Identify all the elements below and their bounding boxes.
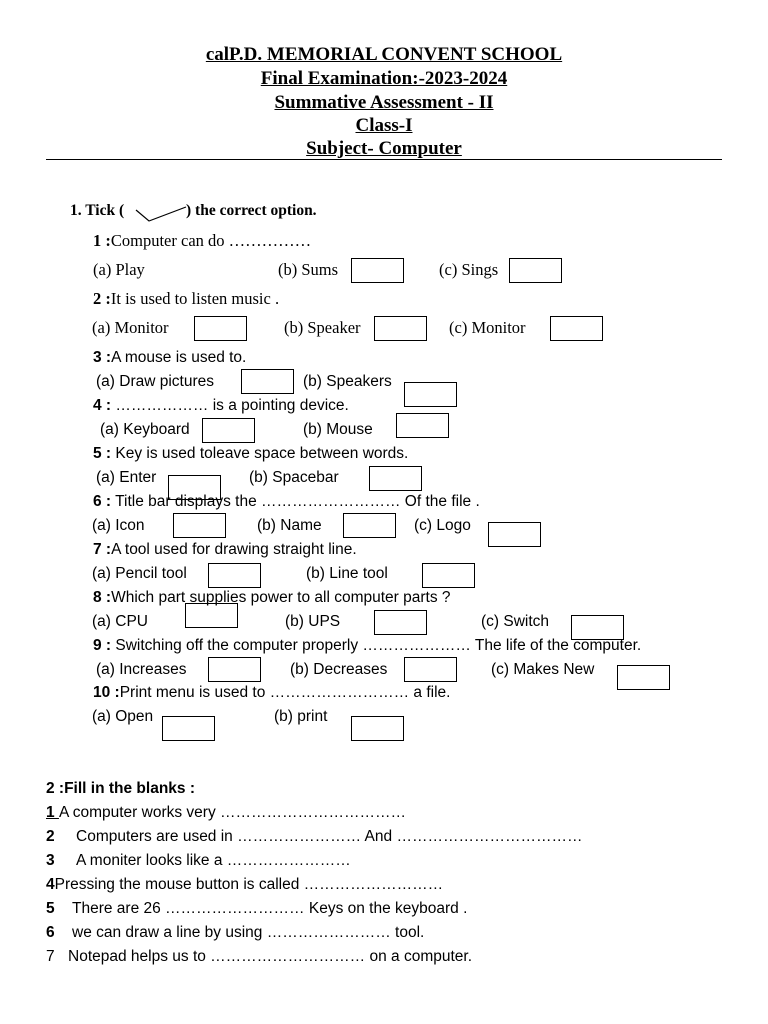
- q2-option-b: (b) Speaker: [284, 318, 361, 337]
- fill-item-7-text: Notepad helps us to ………………………… on a computer.: [68, 948, 473, 965]
- q6-option-c: (c) Logo: [414, 517, 471, 534]
- q2-option-a: (a) Monitor: [92, 318, 169, 337]
- q8-option-b: (b) UPS: [285, 613, 341, 630]
- question-text: It is used to listen music .: [110, 289, 280, 308]
- q8-option-c: (c) Switch: [481, 613, 550, 630]
- question-10: [93, 684, 450, 702]
- question-number: 8 :: [93, 589, 112, 606]
- q5-option-a: (a) Enter: [96, 469, 157, 486]
- fill-item-6-text: we can draw a line by using …………………… tool.: [72, 924, 425, 941]
- question-number: 6 :: [93, 493, 112, 510]
- assessment-title: Summative Assessment - II: [274, 92, 494, 113]
- question-text: Key is used toleave space between words.: [111, 445, 409, 462]
- fill-item-5-text: There are 26 ……………………… Keys on the keyboard .: [72, 900, 468, 917]
- question-4: [93, 397, 349, 415]
- question-number: 5 :: [93, 445, 112, 462]
- fill-item-6-number: 6: [46, 924, 55, 941]
- question-text: Computer can do ……………: [110, 231, 312, 250]
- subject-title: Subject- Computer: [306, 138, 462, 159]
- question-3: [93, 349, 246, 367]
- q10-checkbox-a[interactable]: [162, 716, 215, 741]
- question-text: Which part supplies power to all computer parts ?: [111, 589, 451, 606]
- question-number: 2 :: [93, 289, 111, 308]
- fill-item-number: 4: [46, 876, 55, 893]
- question-7: [93, 541, 357, 559]
- question-9: [93, 637, 641, 655]
- q6-option-a: (a) Icon: [92, 517, 145, 534]
- q8-checkbox-a[interactable]: [185, 603, 238, 628]
- q3-checkbox-a[interactable]: [241, 369, 294, 394]
- q3-option-a: (a) Draw pictures: [96, 373, 214, 390]
- q1-checkbox-b[interactable]: [351, 258, 404, 283]
- question-text: Title bar displays the ……………………… Of the file .: [111, 493, 480, 510]
- q2-checkbox-b[interactable]: [374, 316, 427, 341]
- q6-checkbox-a[interactable]: [173, 513, 226, 538]
- question-number: 3 :: [93, 349, 112, 366]
- q4-checkbox-a[interactable]: [202, 418, 255, 443]
- q9-checkbox-c[interactable]: [617, 665, 670, 690]
- q2-option-c: (c) Monitor: [449, 318, 526, 337]
- q10-option-a: (a) Open: [92, 708, 154, 725]
- q2-checkbox-a[interactable]: [194, 316, 247, 341]
- header-rule: [46, 159, 722, 160]
- q3-checkbox-b[interactable]: [404, 382, 457, 407]
- question-6: [93, 493, 480, 511]
- q2-checkbox-c[interactable]: [550, 316, 603, 341]
- q9-checkbox-b[interactable]: [404, 657, 457, 682]
- question-number: 10 :: [93, 684, 120, 701]
- q3-option-b: (b) Speakers: [303, 373, 392, 390]
- q7-option-a: (a) Pencil tool: [92, 565, 187, 582]
- question-1: [93, 231, 311, 251]
- school-name: calP.D. MEMORIAL CONVENT SCHOOL: [205, 44, 563, 65]
- fill-item-2-number: 2: [46, 828, 55, 845]
- q5-checkbox-b[interactable]: [369, 466, 422, 491]
- fill-item-text: Pressing the mouse button is called ………………………: [54, 876, 444, 893]
- q9-option-a: (a) Increases: [96, 661, 187, 678]
- fill-item-7-number: 7: [46, 948, 55, 965]
- fill-item-text: A computer works very ………………………………: [58, 804, 407, 821]
- fill-item-number: 1: [46, 804, 59, 821]
- class-title: Class-I: [355, 115, 413, 136]
- fill-item-2-text: Computers are used in …………………… And ………………………………: [76, 828, 583, 845]
- q1-checkbox-c[interactable]: [509, 258, 562, 283]
- question-text: A tool used for drawing straight line.: [111, 541, 357, 558]
- section1-heading-prefix: 1. Tick (: [70, 202, 125, 219]
- fill-item-3-text: A moniter looks like a ……………………: [76, 852, 351, 869]
- question-text: A mouse is used to.: [111, 349, 247, 366]
- question-8: [93, 589, 451, 607]
- q4-option-a: (a) Keyboard: [100, 421, 190, 438]
- q4-checkbox-b[interactable]: [396, 413, 449, 438]
- question-2: [93, 289, 279, 309]
- question-number: 4 :: [93, 397, 112, 414]
- q10-checkbox-b[interactable]: [351, 716, 404, 741]
- question-number: 9 :: [93, 637, 112, 654]
- question-5: [93, 445, 408, 463]
- q10-option-b: (b) print: [274, 708, 328, 725]
- tick-mark-icon: [133, 202, 189, 224]
- fill-item-5-number: 5: [46, 900, 55, 917]
- question-text: ……………… is a pointing device.: [111, 397, 349, 414]
- q1-option-c: (c) Sings: [439, 260, 499, 279]
- fill-item-1: [46, 804, 406, 822]
- question-number: 1 :: [93, 231, 111, 250]
- q6-checkbox-b[interactable]: [343, 513, 396, 538]
- fill-item-4: [46, 876, 443, 894]
- q9-option-c: (c) Makes New: [491, 661, 595, 678]
- question-number: 7 :: [93, 541, 112, 558]
- exam-title: Final Examination:-2023-2024: [260, 68, 508, 89]
- q5-option-b: (b) Spacebar: [249, 469, 339, 486]
- q6-checkbox-c[interactable]: [488, 522, 541, 547]
- q1-option-a: (a) Play: [93, 260, 145, 279]
- section1-heading-suffix: ) the correct option.: [186, 202, 317, 219]
- q7-checkbox-a[interactable]: [208, 563, 261, 588]
- q7-checkbox-b[interactable]: [422, 563, 475, 588]
- q8-option-a: (a) CPU: [92, 613, 148, 630]
- q1-option-b: (b) Sums: [278, 260, 339, 279]
- q9-checkbox-a[interactable]: [208, 657, 261, 682]
- question-text: Print menu is used to ……………………… a file.: [119, 684, 451, 701]
- section2-heading: 2 :Fill in the blanks :: [46, 780, 195, 797]
- fill-item-3-number: 3: [46, 852, 55, 869]
- q8-checkbox-b[interactable]: [374, 610, 427, 635]
- question-text: Switching off the computer properly ………………… The life of the computer.: [111, 637, 642, 654]
- q4-option-b: (b) Mouse: [303, 421, 373, 438]
- q9-option-b: (b) Decreases: [290, 661, 388, 678]
- q6-option-b: (b) Name: [257, 517, 322, 534]
- q7-option-b: (b) Line tool: [306, 565, 388, 582]
